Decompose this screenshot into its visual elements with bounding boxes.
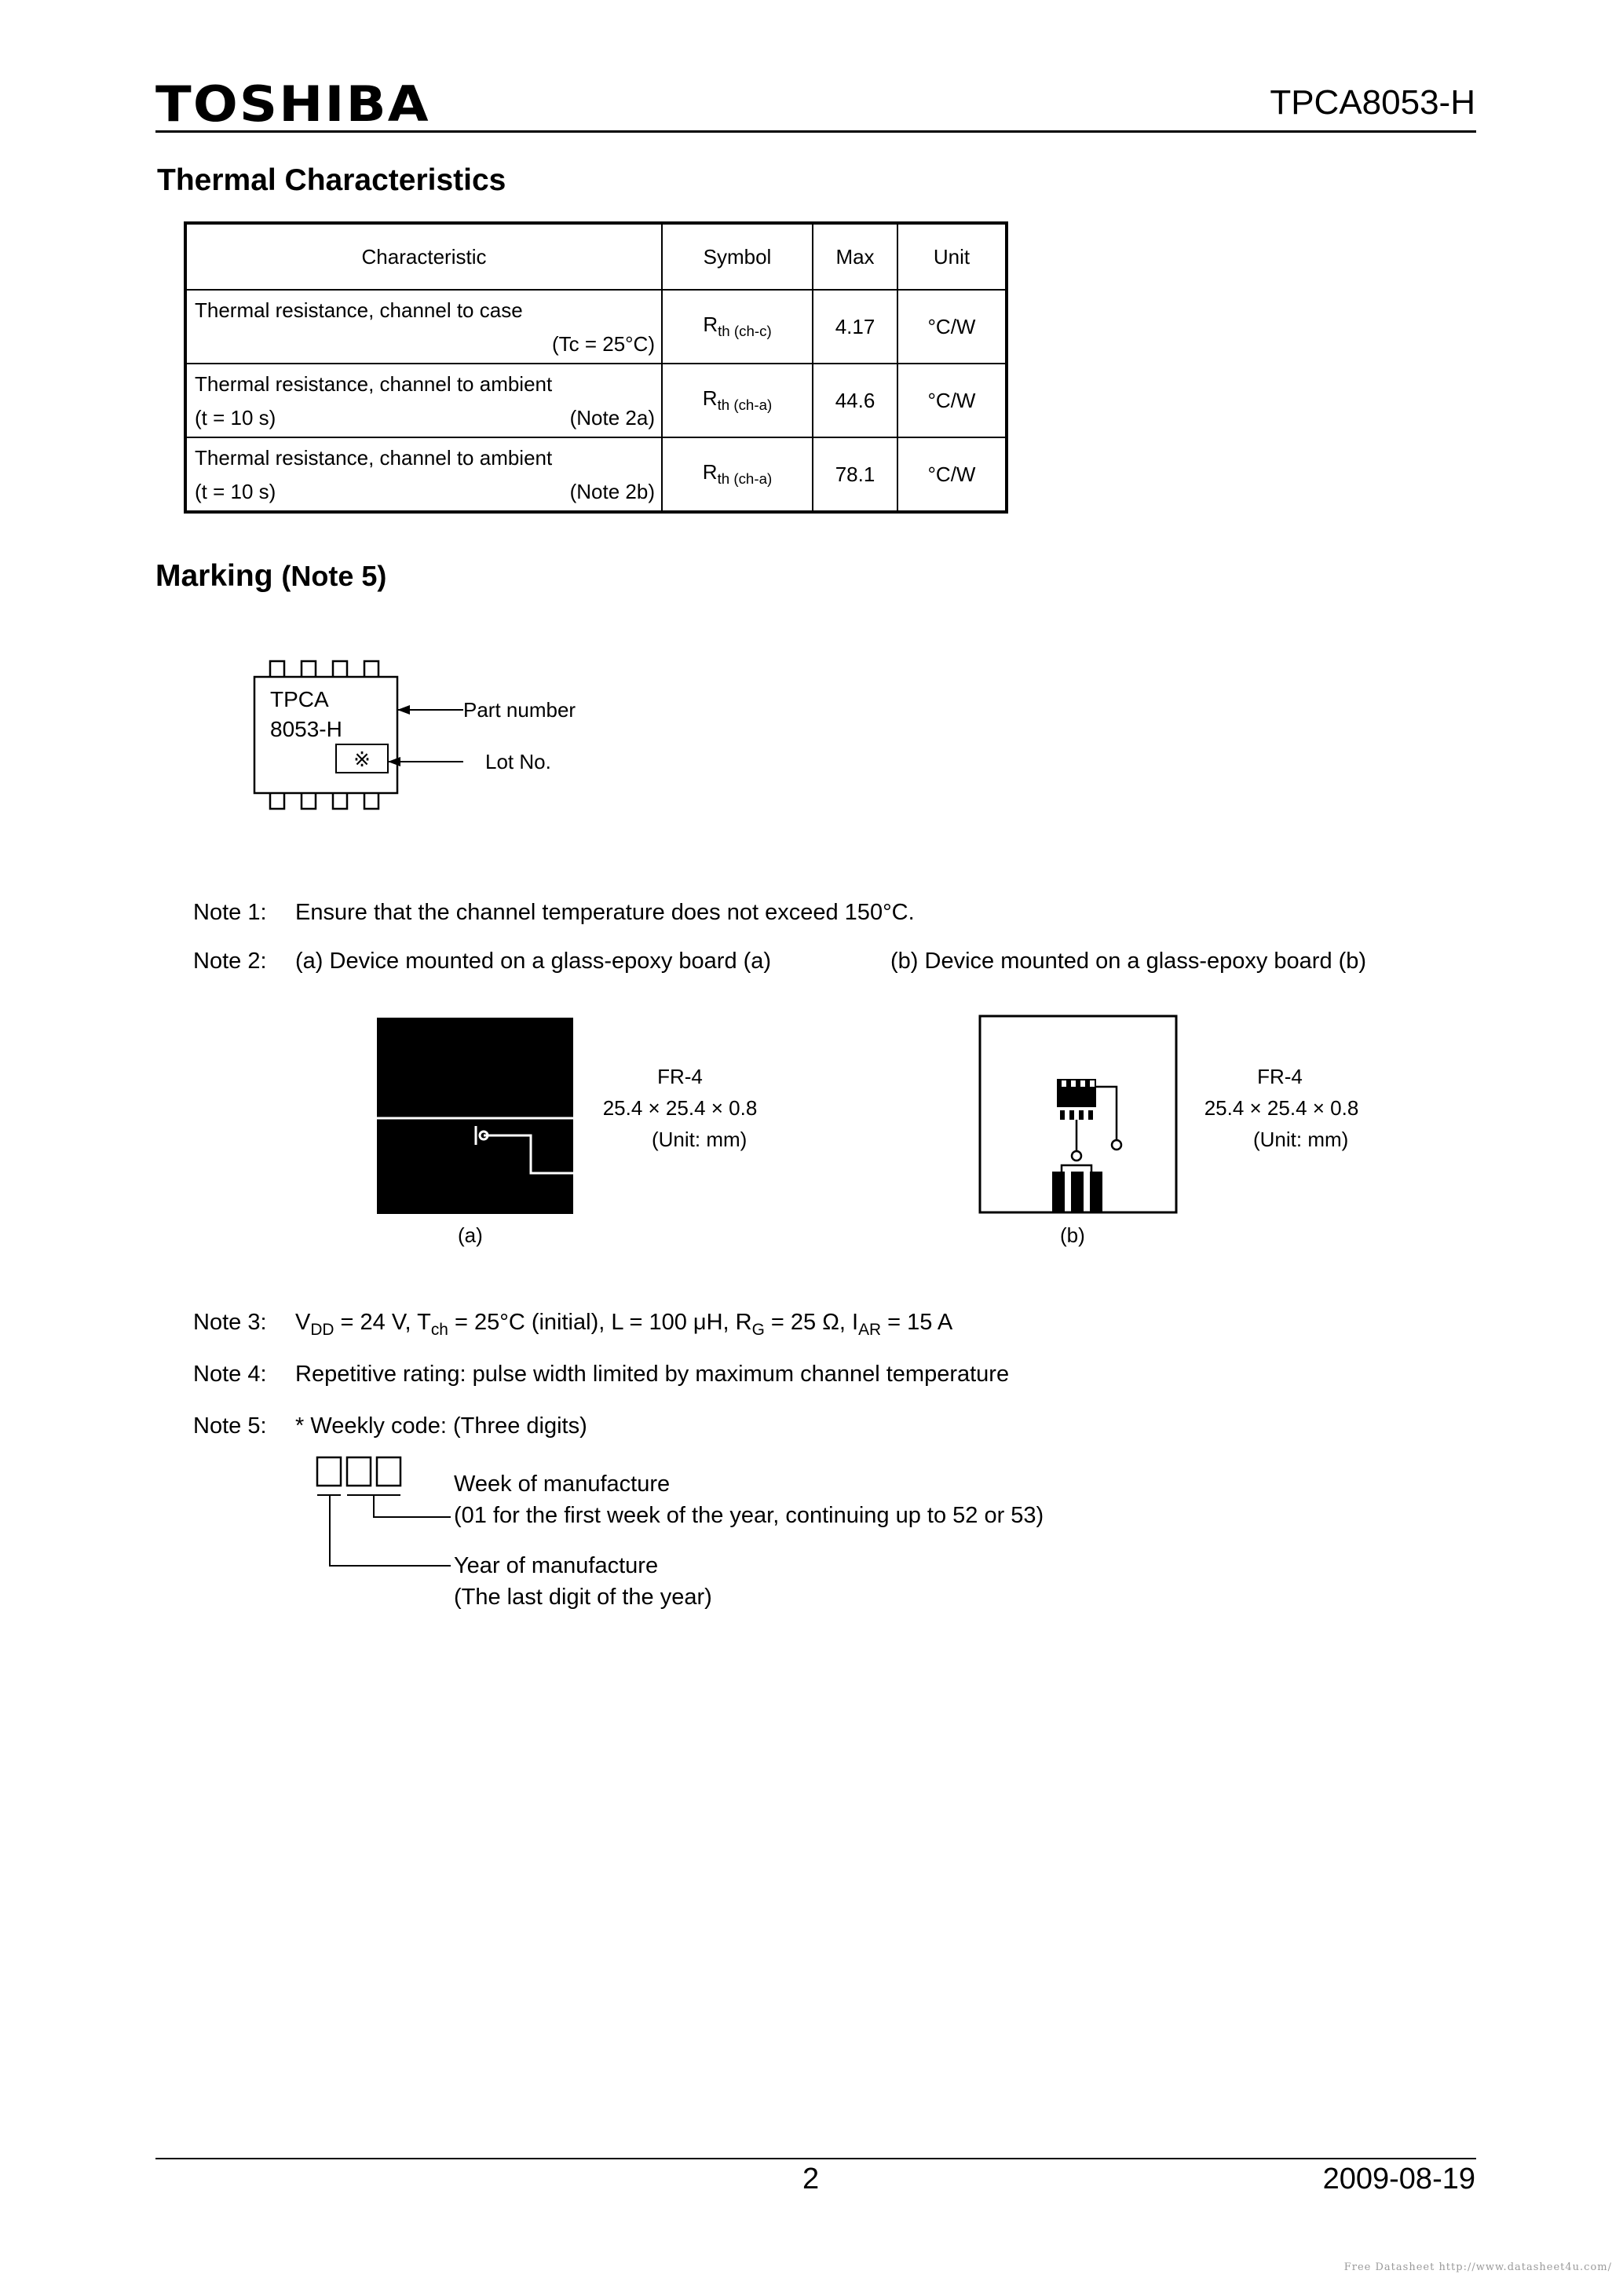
board-b-caption: (b) xyxy=(1060,1223,1085,1247)
char-text: Thermal resistance, channel to case xyxy=(195,298,523,322)
board-b-unit: (Unit: mm) xyxy=(1253,1128,1349,1151)
col-symbol: Symbol xyxy=(662,223,813,290)
week-leader xyxy=(374,1495,451,1517)
board-b-terminal xyxy=(1052,1172,1065,1212)
col-max: Max xyxy=(813,223,897,290)
note-text: Ensure that the channel temperature does not exceed 150°C. xyxy=(295,900,915,925)
board-b-terminal xyxy=(1090,1172,1102,1212)
header-rule xyxy=(155,130,1476,133)
characteristic-cell xyxy=(185,290,662,364)
year-leader xyxy=(330,1495,451,1566)
board-b-size: 25.4 × 25.4 × 0.8 xyxy=(1204,1096,1359,1120)
v-value: = 24 V, xyxy=(334,1310,418,1335)
i-sub: AR xyxy=(858,1320,882,1339)
chip-pins-top xyxy=(270,661,378,677)
board-b-terminal xyxy=(1071,1172,1084,1212)
r-value: = 25 Ω, xyxy=(764,1310,853,1335)
r-symbol: R xyxy=(735,1310,752,1335)
max-cell: 4.17 xyxy=(813,290,897,364)
table-row xyxy=(185,290,1007,364)
max-cell: 44.6 xyxy=(813,364,897,437)
year-label: Year of manufacture xyxy=(454,1553,659,1578)
symbol-main: R xyxy=(702,386,718,411)
symbol-sub: th (ch-a) xyxy=(717,397,773,414)
i-value: = 15 A xyxy=(881,1310,953,1335)
symbol-cell xyxy=(662,364,813,437)
code-digit-boxes xyxy=(317,1457,400,1486)
note-text: * Weekly code: (Three digits) xyxy=(295,1413,587,1439)
note-label: Note 1: xyxy=(193,900,267,925)
symbol-main: R xyxy=(702,460,718,484)
characteristic-cell xyxy=(185,437,662,512)
footer-date: 2009-08-19 xyxy=(1322,2163,1475,2195)
r-sub: G xyxy=(751,1320,765,1339)
chip-pins-bottom xyxy=(270,793,378,809)
week-desc: (01 for the first week of the year, continuing up to 52 or 53) xyxy=(454,1503,1044,1528)
watermark: Free Datasheet http://www.datasheet4u.com/ xyxy=(1343,2261,1612,2273)
board-a-copper xyxy=(377,1018,573,1214)
thermal-table xyxy=(184,221,1008,514)
symbol-cell xyxy=(662,437,813,512)
thermal-section-title: Thermal Characteristics xyxy=(157,163,506,197)
header-part-number: TPCA8053-H xyxy=(1270,83,1475,122)
chip-line2: 8053-H xyxy=(270,717,342,741)
marking-title-text: Marking xyxy=(155,559,273,593)
marking-section-title xyxy=(155,559,386,594)
note-label: Note 3: xyxy=(193,1310,267,1335)
char-time: (t = 10 s) xyxy=(195,406,276,430)
char-text: Thermal resistance, channel to ambient xyxy=(195,372,553,396)
unit-cell: °C/W xyxy=(897,364,1007,437)
marking-title-note: (Note 5) xyxy=(281,560,387,592)
col-unit: Unit xyxy=(897,223,1007,290)
symbol-main: R xyxy=(703,313,718,337)
year-desc: (The last digit of the year) xyxy=(454,1585,712,1610)
board-a-size: 25.4 × 25.4 × 0.8 xyxy=(602,1096,758,1120)
char-condition: (Note 2b) xyxy=(569,480,655,503)
v-symbol: V xyxy=(295,1310,311,1335)
board-b-diagram xyxy=(978,1015,1179,1216)
table-row xyxy=(185,364,1007,437)
t-sub: ch xyxy=(430,1320,448,1339)
characteristic-cell xyxy=(185,364,662,437)
note-label: Note 4: xyxy=(193,1362,267,1387)
board-a-unit: (Unit: mm) xyxy=(652,1128,748,1151)
chip-line1: TPCA xyxy=(270,687,329,711)
i-symbol: I xyxy=(852,1310,859,1335)
t-symbol: T xyxy=(417,1310,431,1335)
unit-cell: °C/W xyxy=(897,290,1007,364)
v-sub: DD xyxy=(310,1320,334,1339)
note-label: Note 5: xyxy=(193,1413,267,1439)
max-cell: 78.1 xyxy=(813,437,897,512)
thermal-header-row xyxy=(185,223,1007,290)
footer-rule xyxy=(155,2158,1476,2159)
lot-symbol: ※ xyxy=(353,748,371,772)
char-condition: (Note 2a) xyxy=(569,406,655,430)
symbol-sub: th (ch-c) xyxy=(718,323,772,340)
table-row xyxy=(185,437,1007,512)
brand-logo: TOSHIBA xyxy=(155,75,430,133)
note-2a-text: (a) Device mounted on a glass-epoxy board (a) xyxy=(295,949,772,974)
board-a-caption: (a) xyxy=(458,1223,483,1247)
part-number-label: Part number xyxy=(463,698,576,722)
unit-cell: °C/W xyxy=(897,437,1007,512)
symbol-cell xyxy=(662,290,813,364)
note-2b-text: (b) Device mounted on a glass-epoxy board (b) xyxy=(890,949,1367,974)
char-text: Thermal resistance, channel to ambient xyxy=(195,446,553,470)
t-value: = 25°C (initial), L = 100 μH, xyxy=(448,1310,736,1335)
lot-label: Lot No. xyxy=(485,750,551,773)
marking-diagram xyxy=(236,644,644,840)
weekly-code-diagram xyxy=(311,1451,460,1574)
note-text: Repetitive rating: pulse width limited by maximum channel temperature xyxy=(295,1362,1010,1387)
board-a-material: FR-4 xyxy=(657,1065,703,1088)
arrowhead-icon xyxy=(388,757,400,766)
char-time: (t = 10 s) xyxy=(195,480,276,503)
symbol-sub: th (ch-a) xyxy=(717,470,773,488)
week-label: Week of manufacture xyxy=(454,1472,671,1497)
note-3-text xyxy=(295,1310,952,1340)
page-number: 2 xyxy=(802,2163,820,2195)
col-characteristic: Characteristic xyxy=(185,223,662,290)
char-condition: (Tc = 25°C) xyxy=(551,332,655,356)
note-label: Note 2: xyxy=(193,949,267,974)
board-a-diagram xyxy=(377,1018,575,1216)
arrowhead-icon xyxy=(397,705,410,715)
board-b-material: FR-4 xyxy=(1257,1065,1303,1088)
